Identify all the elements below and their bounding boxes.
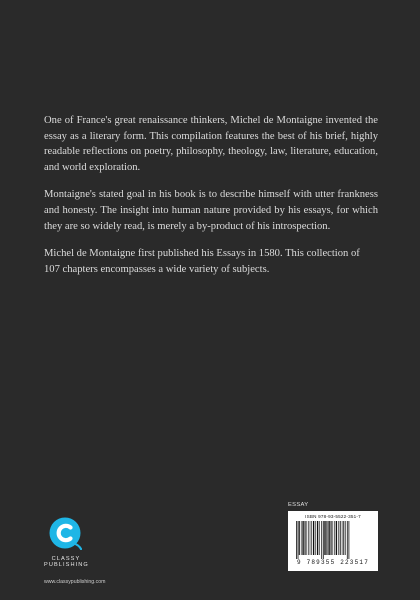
category-label: ESSAY [288, 502, 309, 508]
barcode-bar [336, 521, 337, 555]
barcode-bar [328, 521, 329, 555]
barcode-bar [343, 521, 344, 555]
barcode-bar [323, 521, 324, 559]
publisher-name-line-2: PUBLISHING [44, 562, 89, 569]
classy-c-logo-icon [48, 516, 82, 550]
blurb-paragraph-1: One of France's great renaissance thinkers, Michel de Montaigne invented the essay as a literary form. This compilation features the best of his brief, highly readable reflections on poetry, philosophy, theology, law, literature, education, and world exploration. [44, 115, 378, 173]
barcode-bar [333, 521, 334, 555]
publisher-name [44, 556, 88, 569]
isbn-label: ISBN 978-93-5522-351-7 [305, 514, 361, 519]
barcode-bar [317, 521, 318, 555]
isbn-digits: 9 789355 223517 [296, 559, 369, 566]
barcode-bar [301, 521, 302, 555]
barcode-bar [334, 521, 335, 555]
barcode-bar [310, 521, 311, 555]
barcode-area [288, 502, 378, 571]
barcode-bar [299, 521, 300, 555]
barcode-bar [326, 521, 327, 555]
barcode-bar [342, 521, 343, 555]
blurb-paragraph-2: Montaigne's stated goal in his book is to describe himself with utter frankness and honesty. The insight into human nature provided by his essays, for which they are so widely read, is merely a by-product of his introspection. [44, 189, 378, 232]
barcode-bar [308, 521, 309, 555]
barcode-bar [296, 521, 297, 559]
publisher-name-line-1: CLASSY [51, 556, 81, 562]
barcode-bar [302, 521, 303, 555]
publisher-block [44, 516, 164, 585]
blurb-paragraph-3: Michel de Montaigne first published his Essays in 1580. This collection of 107 chapters encompasses a wide variety of subjects. [44, 248, 360, 275]
barcode-bar [319, 521, 320, 555]
barcode-bar [305, 521, 306, 555]
barcode-bars [292, 521, 374, 559]
barcode-bar [340, 521, 341, 555]
barcode-bar [307, 521, 308, 555]
blurb-text [44, 113, 378, 289]
barcode-bar [324, 521, 325, 555]
publisher-url: www.classypublishing.com [44, 578, 106, 585]
barcode-box [288, 511, 378, 571]
barcode-bar [313, 521, 314, 555]
barcode-bar [311, 521, 312, 555]
barcode-bar [321, 521, 322, 559]
barcode-bar [349, 521, 350, 559]
barcode-bar [347, 521, 348, 559]
barcode-bar [345, 521, 346, 555]
barcode-bar [331, 521, 332, 555]
barcode-bar [298, 521, 299, 559]
barcode-bar [338, 521, 339, 555]
barcode-bar [315, 521, 316, 555]
